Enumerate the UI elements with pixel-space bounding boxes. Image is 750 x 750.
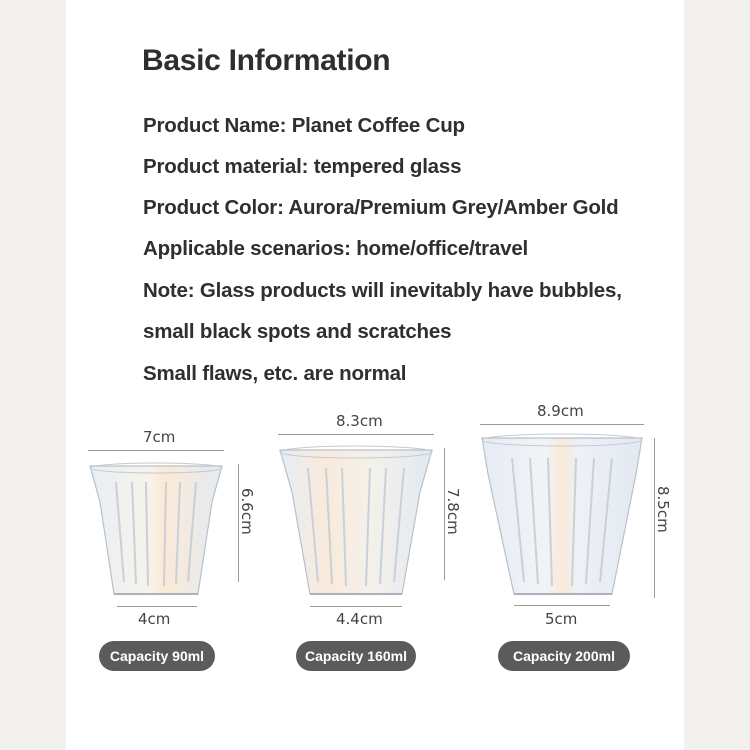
info-product-material: Product material: tempered glass	[143, 155, 462, 178]
cup-large-top-line	[480, 424, 644, 425]
cup-large-image	[480, 434, 644, 598]
cup-small-top-width: 7cm	[143, 428, 176, 446]
capacity-badge-large: Capacity 200ml	[498, 641, 630, 671]
cup-small-bottom-width: 4cm	[138, 610, 171, 628]
cup-medium-height: 7.8cm	[444, 488, 462, 535]
cup-small-top-line	[88, 450, 224, 451]
cup-small-image	[88, 462, 224, 598]
cup-small-bottom-line	[117, 606, 197, 607]
cup-medium-top-line	[278, 434, 434, 435]
capacity-badge-medium: Capacity 160ml	[296, 641, 416, 671]
info-note-line-2: small black spots and scratches	[143, 320, 452, 343]
cup-large-top-width: 8.9cm	[537, 402, 584, 420]
cup-large-bottom-line	[514, 605, 610, 606]
capacity-badge-small: Capacity 90ml	[99, 641, 215, 671]
cup-medium-image	[278, 446, 434, 598]
cup-medium-bottom-line	[310, 606, 402, 607]
section-title: Basic Information	[142, 44, 391, 77]
cup-medium-bottom-width: 4.4cm	[336, 610, 383, 628]
cup-medium-top-width: 8.3cm	[336, 412, 383, 430]
info-product-color: Product Color: Aurora/Premium Grey/Amber Gold	[143, 196, 619, 219]
cup-large-height: 8.5cm	[654, 486, 672, 533]
info-applicable-scenarios: Applicable scenarios: home/office/travel	[143, 237, 529, 260]
info-note-line-1: Note: Glass products will inevitably have bubbles,	[143, 279, 622, 302]
cup-large-bottom-width: 5cm	[545, 610, 578, 628]
info-product-name: Product Name: Planet Coffee Cup	[143, 114, 465, 137]
info-note-line-3: Small flaws, etc. are normal	[143, 362, 407, 385]
cup-small-height: 6.6cm	[238, 488, 256, 535]
